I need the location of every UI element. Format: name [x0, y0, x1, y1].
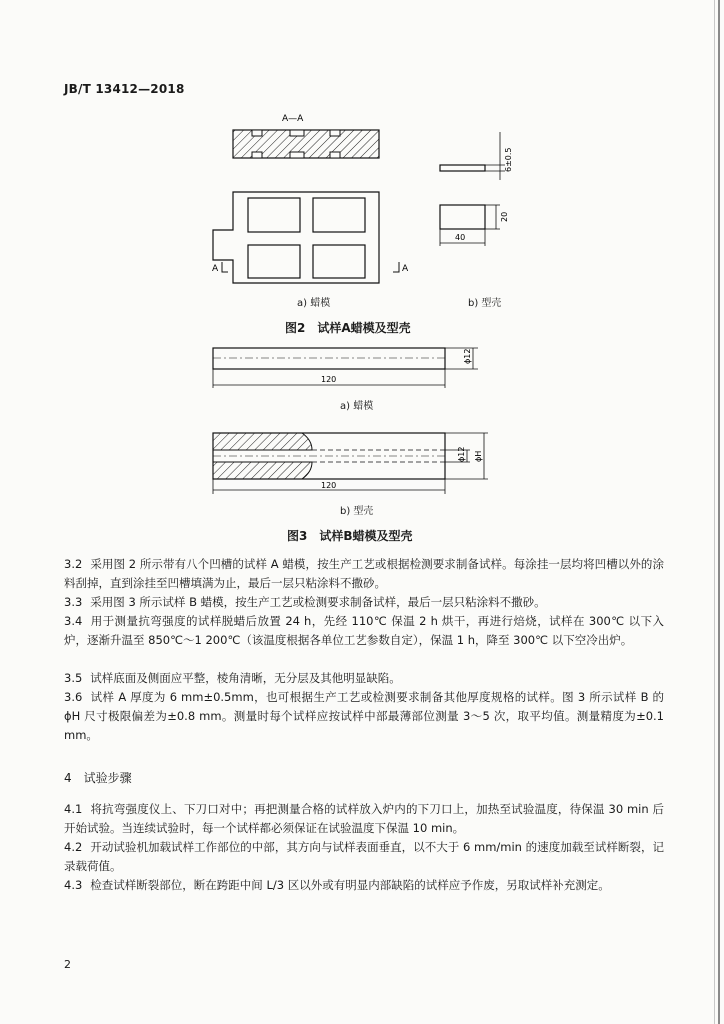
paragraph-3-3: 3.3 采用图 3 所示试样 B 蜡模，按生产工艺或检测要求制备试样，最后一层只粘涂料不撒砂。 [64, 595, 546, 609]
figure-2-title: 图2 试样A蜡模及型壳 [285, 321, 411, 335]
figure-2b-caption: b) 型壳 [468, 298, 502, 309]
shell-rod-view [213, 433, 488, 494]
section-mark-right: A [402, 264, 409, 274]
paragraph-4-2: 4.2 开动试验机加载试样工作部位的中部，其方向与试样表面垂直，以不大于 6 mm/min 的速度加载至试样断裂，记录载荷值。 [64, 840, 664, 873]
dim-width: 40 [455, 233, 466, 242]
paragraph-3-5: 3.5 试样底面及侧面应平整，棱角清晰，无分层及其他明显缺陷。 [64, 671, 401, 685]
dim-height: 20 [500, 211, 509, 222]
section-mark-left: A [212, 264, 219, 274]
paragraph-3-2: 3.2 采用图 2 所示带有八个凹槽的试样 A 蜡模，按生产工艺或根据检测要求制备试样。每涂挂一层均将凹槽以外的涂料刮掉，直到涂挂至凹槽填满为止，最后一层只粘涂料不撒砂。 [64, 557, 664, 590]
dim-rod-diameter: ϕ12 [463, 348, 472, 364]
section-4-title: 4 试验步骤 [64, 771, 132, 785]
paragraph-3-6: 3.6 试样 A 厚度为 6 mm±0.5mm，也可根据生产工艺或检测要求制备其他厚度规格的试样。图 3 所示试样 B 的 ϕH 尺寸极限偏差为±0.8 mm。测量时每个试样应按试样中部最薄部位测量 3～5 次，取平均值。测量精度为±0.1 mm。 [64, 690, 664, 742]
section-label: A—A [282, 114, 304, 124]
figure-3b-caption: b) 型壳 [340, 506, 374, 517]
paragraph-4-3: 4.3 检查试样断裂部位，断在跨距中间 L/3 区以外或有明显内部缺陷的试样应予作废，另取试样补充测定。 [64, 878, 610, 892]
figure-2a-caption: a) 蜡模 [297, 298, 331, 309]
paragraph-4-1: 4.1 将抗弯强度仪上、下刀口对中；再把测量合格的试样放入炉内的下刀口上，加热至试验温度，待保温 30 min 后开始试验。当连续试验时，每一个试样都必须保证在试验温度下保温 10 min。 [64, 802, 664, 835]
dim-thickness: 6±0.5 [504, 147, 513, 172]
wax-rod-view [213, 348, 478, 388]
dim-shell-inner: ϕ12 [457, 446, 466, 462]
paragraph-3-4: 3.4 用于测量抗弯强度的试样脱蜡后放置 24 h，先经 110℃ 保温 2 h 烘干，再进行焙烧，试样在 300℃ 以下入炉，逐渐升温至 850℃～1 200℃（该温度根据各单位工艺参数自定），保温 1 h，降至 300℃ 以下空冷出炉。 [64, 614, 664, 647]
document-header: JB/T 13412—2018 [64, 82, 185, 96]
dim-shell-outer: ϕH [474, 450, 483, 462]
page-number: 2 [64, 958, 71, 971]
dim-rod-length: 120 [321, 375, 337, 384]
figure-3-title: 图3 试样B蜡模及型壳 [287, 529, 413, 543]
dim-shell-length: 120 [321, 481, 337, 490]
figure-3a-caption: a) 蜡模 [340, 401, 374, 412]
